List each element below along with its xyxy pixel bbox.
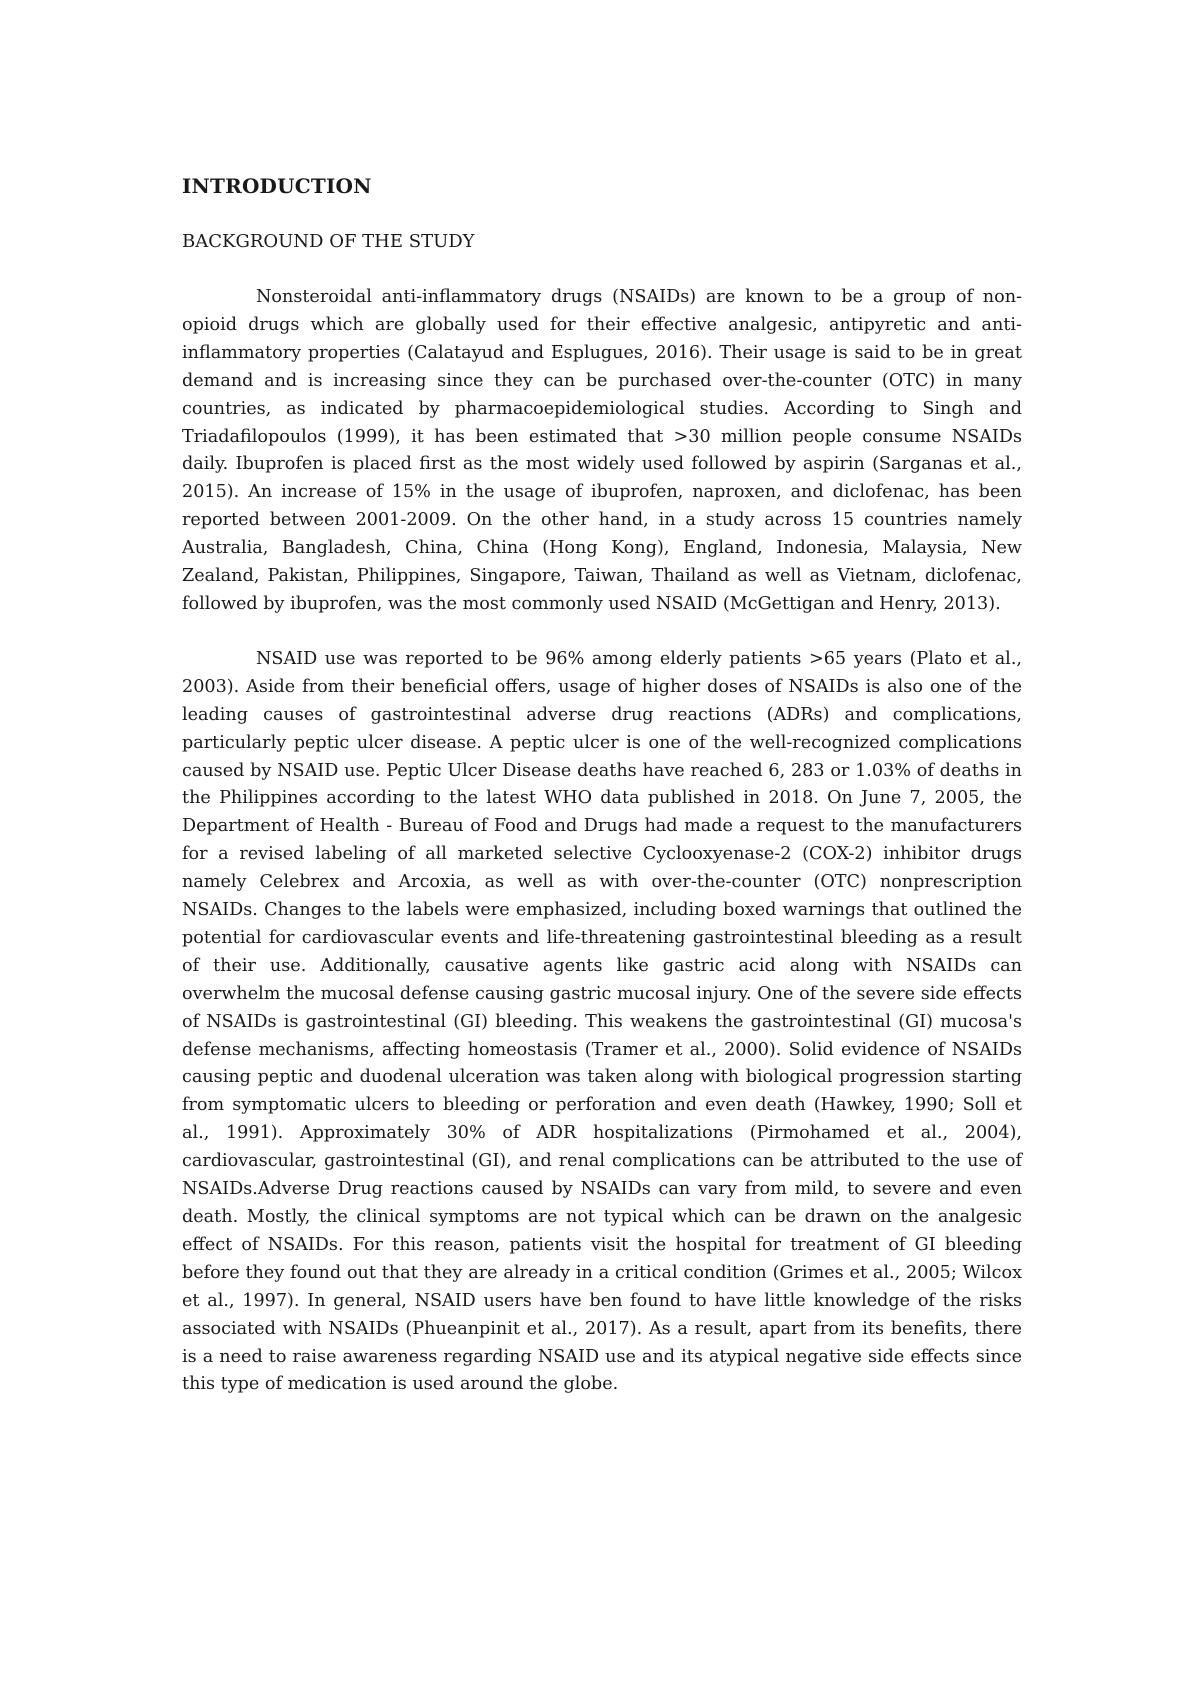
body-paragraph-2: NSAID use was reported to be 96% among elderly patients >65 years (Plato et al., 2003). Aside from their beneficial offers, usage of higher doses of NSAIDs is also one of the leading causes of gastrointestinal adverse drug reactions (ADRs) and complications, particularly peptic ulcer disease. A peptic ulcer is one of the well-recognized complications caused by NSAID use. Peptic Ulcer Disease deaths have reached 6, 283 or 1.03% of deaths in the Philippines according to the latest WHO data published in 2018. On June 7, 2005, the Department of Health - Bureau of Food and Drugs had made a request to the manufacturers for a revised labeling of all marketed selective Cyclooxyenase-2 (COX-2) inhibitor drugs namely Celebrex and Arcoxia, as well as with over-the-counter (OTC) nonprescription NSAIDs. Changes to the labels were emphasized, including boxed warnings that outlined the potential for cardiovascular events and life-threatening gastrointestinal bleeding as a result of their use. Additionally, causative agents like gastric acid along with NSAIDs can overwhelm the mucosal defense causing gastric mucosal injury. One of the severe side effects of NSAIDs is gastrointestinal (GI) bleeding. This weakens the gastrointestinal (GI) mucosa's defense mechanisms, affecting homeostasis (Tramer et al., 2000). Solid evidence of NSAIDs causing peptic and duodenal ulceration was taken along with biological progression starting from symptomatic ulcers to bleeding or perforation and even death (Hawkey, 1990; Soll et al., 1991). Approximately 30% of ADR hospitalizations (Pirmohamed et al., 2004), cardiovascular, gastrointestinal (GI), and renal complications can be attributed to the use of NSAIDs.Adverse Drug reactions caused by NSAIDs can vary from mild, to severe and even death. Mostly, the clinical symptoms are not typical which can be drawn on the analgesic effect of NSAIDs. For this reason, patients visit the hospital for treatment of GI bleeding before they found out that they are already in a critical condition (Grimes et al., 2005; Wilcox et al., 1997). In general, NSAID users have ben found to have little knowledge of the risks associated with NSAIDs (Phueanpinit et al., 2017). As a result, apart from its benefits, there is a need to raise awareness regarding NSAID use and its atypical negative side effects since this type of medication is used around the globe. — [182, 648, 1022, 1395]
section-heading: INTRODUCTION — [182, 174, 372, 198]
subsection-heading: BACKGROUND OF THE STUDY — [182, 231, 475, 252]
document-body — [182, 172, 1022, 1399]
body-paragraph-1: Nonsteroidal anti-inflammatory drugs (NSAIDs) are known to be a group of non-opioid drugs which are globally used for their effective analgesic, antipyretic and anti-inflammatory properties (Calatayud and Esplugues, 2016). Their usage is said to be in great demand and is increasing since they can be purchased over-the-counter (OTC) in many countries, as indicated by pharmacoepidemiological studies. According to Singh and Triadafilopoulos (1999), it has been estimated that >30 million people consume NSAIDs daily. Ibuprofen is placed first as the most widely used followed by aspirin (Sarganas et al., 2015). An increase of 15% in the usage of ibuprofen, naproxen, and diclofenac, has been reported between 2001-2009. On the other hand, in a study across 15 countries namely Australia, Bangladesh, China, China (Hong Kong), England, Indonesia, Malaysia, New Zealand, Pakistan, Philippines, Singapore, Taiwan, Thailand as well as Vietnam, diclofenac, followed by ibuprofen, was the most commonly used NSAID (McGettigan and Henry, 2013). — [182, 287, 1022, 614]
